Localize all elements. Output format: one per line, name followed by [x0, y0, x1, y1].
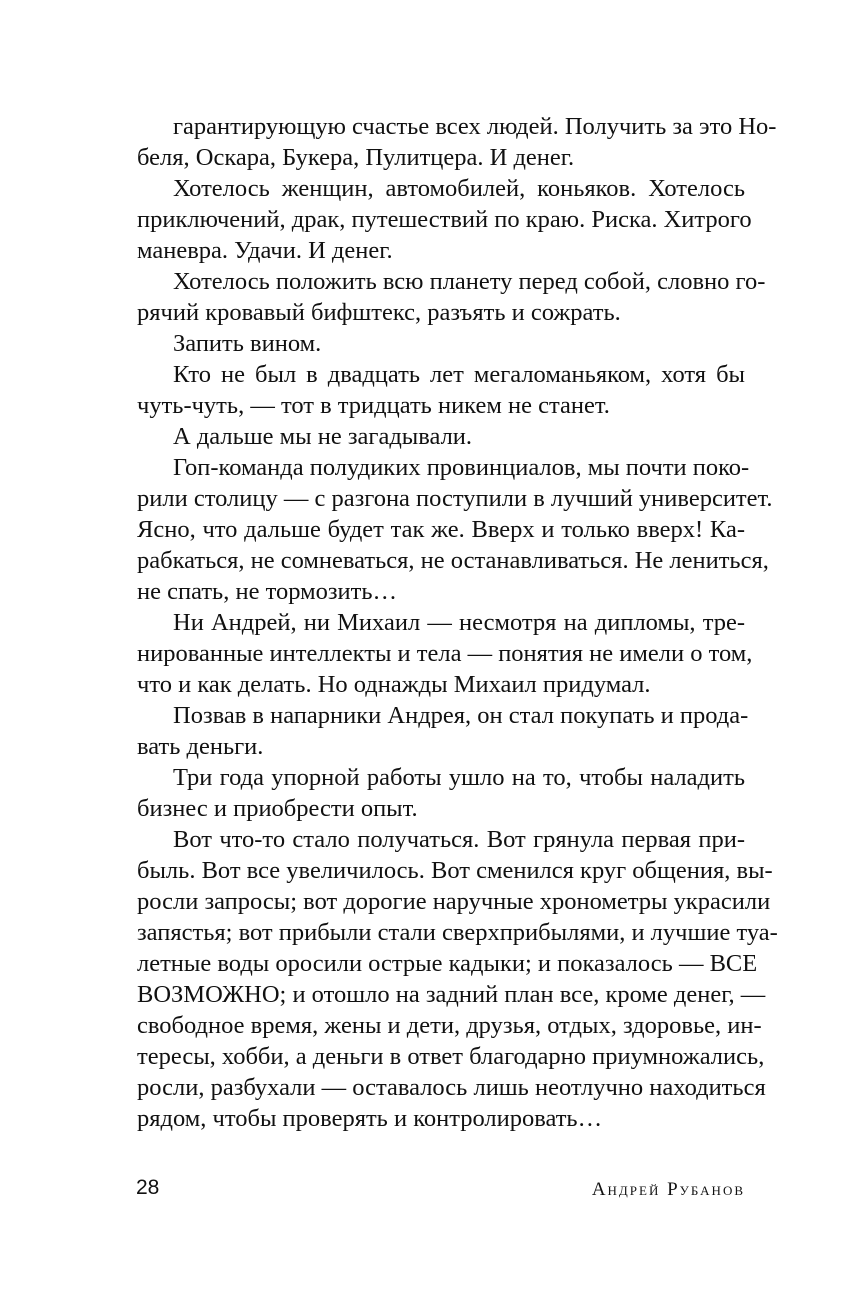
text-line: быль. Вот все увеличилось. Вот сменился круг общения, вы- [137, 857, 773, 884]
text-line: беля, Оскара, Букера, Пулитцера. И денег. [137, 144, 575, 171]
text-line: Гоп-команда полудиких провинциалов, мы почти поко- [173, 454, 750, 481]
paragraph [137, 111, 777, 173]
paragraph [137, 762, 745, 824]
text-line: рячий кровавый бифштекс, разъять и сожрать. [137, 299, 621, 326]
text-line: запястья; вот прибыли стали сверхприбылями, и лучшие туа- [137, 919, 778, 946]
paragraph [137, 607, 753, 700]
text-line: рядом, чтобы проверять и контролировать… [137, 1105, 603, 1132]
text-line: Ясно, что дальше будет так же. Вверх и только вверх! Ка- [137, 516, 745, 543]
text-line: Кто не был в двадцать лет мегаломаньяком, хотя бы [173, 361, 745, 388]
text-line: не спать, не тормозить… [137, 578, 398, 605]
text-line: приключений, драк, путешествий по краю. Риска. Хитрого [137, 206, 752, 233]
text-line: Три года упорной работы ушло на то, чтобы наладить [173, 764, 745, 791]
paragraph [137, 700, 749, 762]
text-line: Позвав в напарники Андрея, он стал покупать и прода- [173, 702, 749, 729]
text-line: ВОЗМОЖНО; и отошло на задний план все, кроме денег, — [137, 981, 766, 1008]
text-line: маневра. Удачи. И денег. [137, 237, 393, 264]
text-line: бизнес и приобрести опыт. [137, 795, 418, 822]
paragraph [137, 824, 778, 1134]
paragraph [137, 266, 766, 328]
text-line: гарантирующую счастье всех людей. Получить за это Но- [173, 113, 777, 140]
paragraph [137, 359, 745, 421]
text-line: росли запросы; вот дорогие наручные хронометры украсили [137, 888, 771, 915]
text-line: Хотелось положить всю планету перед собой, словно го- [173, 268, 766, 295]
text-line: тересы, хобби, а деньги в ответ благодарно приумножались, [137, 1043, 765, 1070]
text-line: нированные интеллекты и тела — понятия не имели о том, [137, 640, 753, 667]
text-line: Ни Андрей, ни Михаил — несмотря на дипломы, тре- [173, 609, 745, 636]
text-line: Запить вином. [173, 330, 322, 357]
text-line: рабкаться, не сомневаться, не останавливаться. Не лениться, [137, 547, 769, 574]
text-line: вать деньги. [137, 733, 264, 760]
paragraph [137, 452, 773, 607]
page-number: 28 [136, 1176, 160, 1199]
paragraph [137, 173, 752, 266]
text-line: чуть-чуть, — тот в тридцать никем не станет. [137, 392, 610, 419]
text-line: росли, разбухали — оставалось лишь неотлучно находиться [137, 1074, 766, 1101]
text-line: Хотелось женщин, автомобилей, коньяков. Хотелось [173, 175, 745, 202]
text-line: А дальше мы не загадывали. [173, 423, 473, 450]
running-footer-author: Андрей Рубанов [591, 1179, 745, 1200]
text-line: что и как делать. Но однажды Михаил придумал. [137, 671, 651, 698]
text-line: рили столицу — с разгона поступили в лучший университет. [137, 485, 773, 512]
paragraph [137, 328, 745, 359]
text-line: летные воды оросили острые кадыки; и показалось — ВСЕ [137, 950, 758, 977]
text-line: свободное время, жены и дети, друзья, отдых, здоровье, ин- [137, 1012, 762, 1039]
paragraph [137, 421, 745, 452]
text-line: Вот что-то стало получаться. Вот грянула первая при- [173, 826, 745, 853]
body-text [137, 111, 778, 1134]
